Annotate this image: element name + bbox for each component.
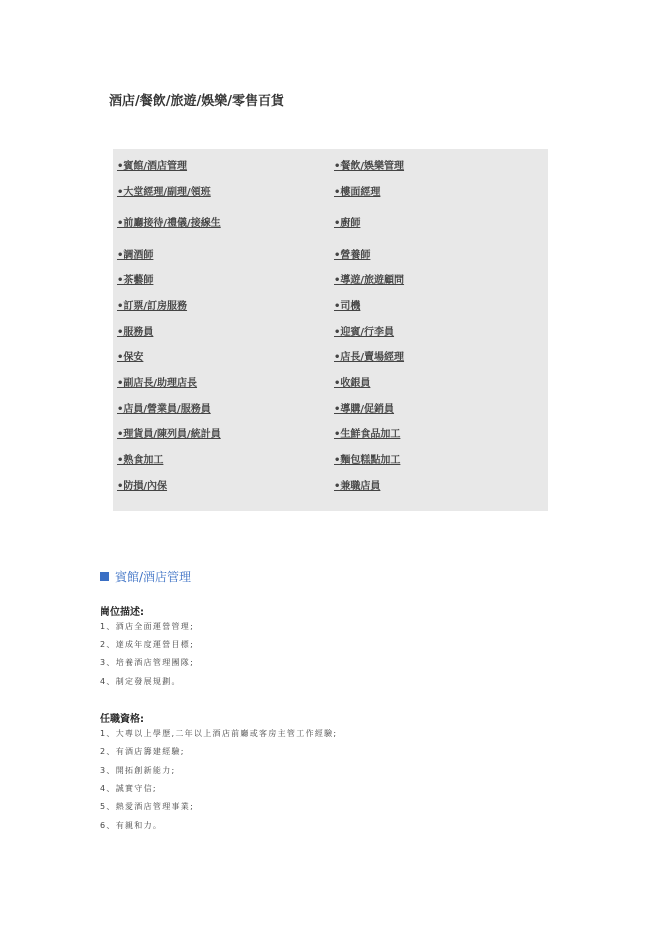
grid-row	[113, 271, 548, 291]
job-link[interactable]: •前廳接待/禮儀/接線生	[117, 218, 221, 229]
requirement-item: 3、開拓創新能力;	[100, 766, 176, 775]
description-item: 4、制定發展規劃。	[100, 677, 181, 686]
requirement-item: 1、大專以上學歷,二年以上酒店前廳或客房主管工作經驗;	[100, 729, 338, 738]
requirement-item: 5、熱愛酒店管理事業;	[100, 802, 195, 811]
job-category-grid	[113, 149, 548, 511]
section-heading	[100, 568, 191, 585]
job-link[interactable]: •廚師	[334, 218, 361, 229]
square-bullet-icon	[100, 572, 109, 581]
job-link[interactable]: •樓面經理	[334, 187, 381, 198]
job-link[interactable]: •副店長/助理店長	[117, 378, 198, 389]
grid-row	[113, 451, 548, 471]
job-link[interactable]: •營養師	[334, 250, 371, 261]
job-link[interactable]: •生鮮食品加工	[334, 429, 401, 440]
grid-row	[113, 183, 548, 203]
grid-row	[113, 323, 548, 343]
description-item: 1、酒店全面運營管理;	[100, 622, 195, 631]
job-link[interactable]: •餐飲/娛樂管理	[334, 161, 405, 172]
grid-row	[113, 157, 548, 177]
job-link[interactable]: •店長/賣場經理	[334, 352, 405, 363]
job-link[interactable]: •麵包糕點加工	[334, 455, 401, 466]
description-item: 2、達成年度運營目標;	[100, 640, 195, 649]
job-link[interactable]: •大堂經理/副理/領班	[117, 187, 211, 198]
grid-row	[113, 246, 548, 266]
job-link[interactable]: •迎賓/行李員	[334, 327, 395, 338]
job-link[interactable]: •導購/促銷員	[334, 404, 395, 415]
grid-row	[113, 425, 548, 445]
job-link[interactable]: •保安	[117, 352, 144, 363]
job-link[interactable]: •賓館/酒店管理	[117, 161, 188, 172]
grid-row	[113, 348, 548, 368]
grid-row	[113, 477, 548, 497]
job-link[interactable]: •防損/內保	[117, 481, 168, 492]
job-link[interactable]: •導遊/旅遊顧問	[334, 275, 405, 286]
section-heading-text: 賓館/酒店管理	[115, 570, 192, 584]
grid-row	[113, 374, 548, 394]
description-label: 崗位描述:	[100, 607, 144, 618]
job-link[interactable]: •兼職店員	[334, 481, 381, 492]
job-link[interactable]: •司機	[334, 301, 361, 312]
grid-row	[113, 400, 548, 420]
page-title: 酒店/餐飲/旅遊/娛樂/零售百貨	[109, 94, 284, 109]
requirement-item: 4、誠實守信;	[100, 784, 157, 793]
job-link[interactable]: •調酒師	[117, 250, 154, 261]
requirement-item: 2、有酒店籌建經驗;	[100, 747, 185, 756]
job-link[interactable]: •訂票/訂房服務	[117, 301, 188, 312]
requirements-label: 任職資格:	[100, 714, 144, 725]
job-link[interactable]: •茶藝師	[117, 275, 154, 286]
grid-row	[113, 214, 548, 234]
grid-row	[113, 297, 548, 317]
job-link[interactable]: •理貨員/陳列員/統計員	[117, 429, 221, 440]
job-link[interactable]: •店員/營業員/服務員	[117, 404, 211, 415]
description-item: 3、培養酒店管理團隊;	[100, 658, 195, 667]
requirement-item: 6、有親和力。	[100, 821, 163, 830]
job-link[interactable]: •熟食加工	[117, 455, 164, 466]
job-link[interactable]: •服務員	[117, 327, 154, 338]
job-link[interactable]: •收銀員	[334, 378, 371, 389]
